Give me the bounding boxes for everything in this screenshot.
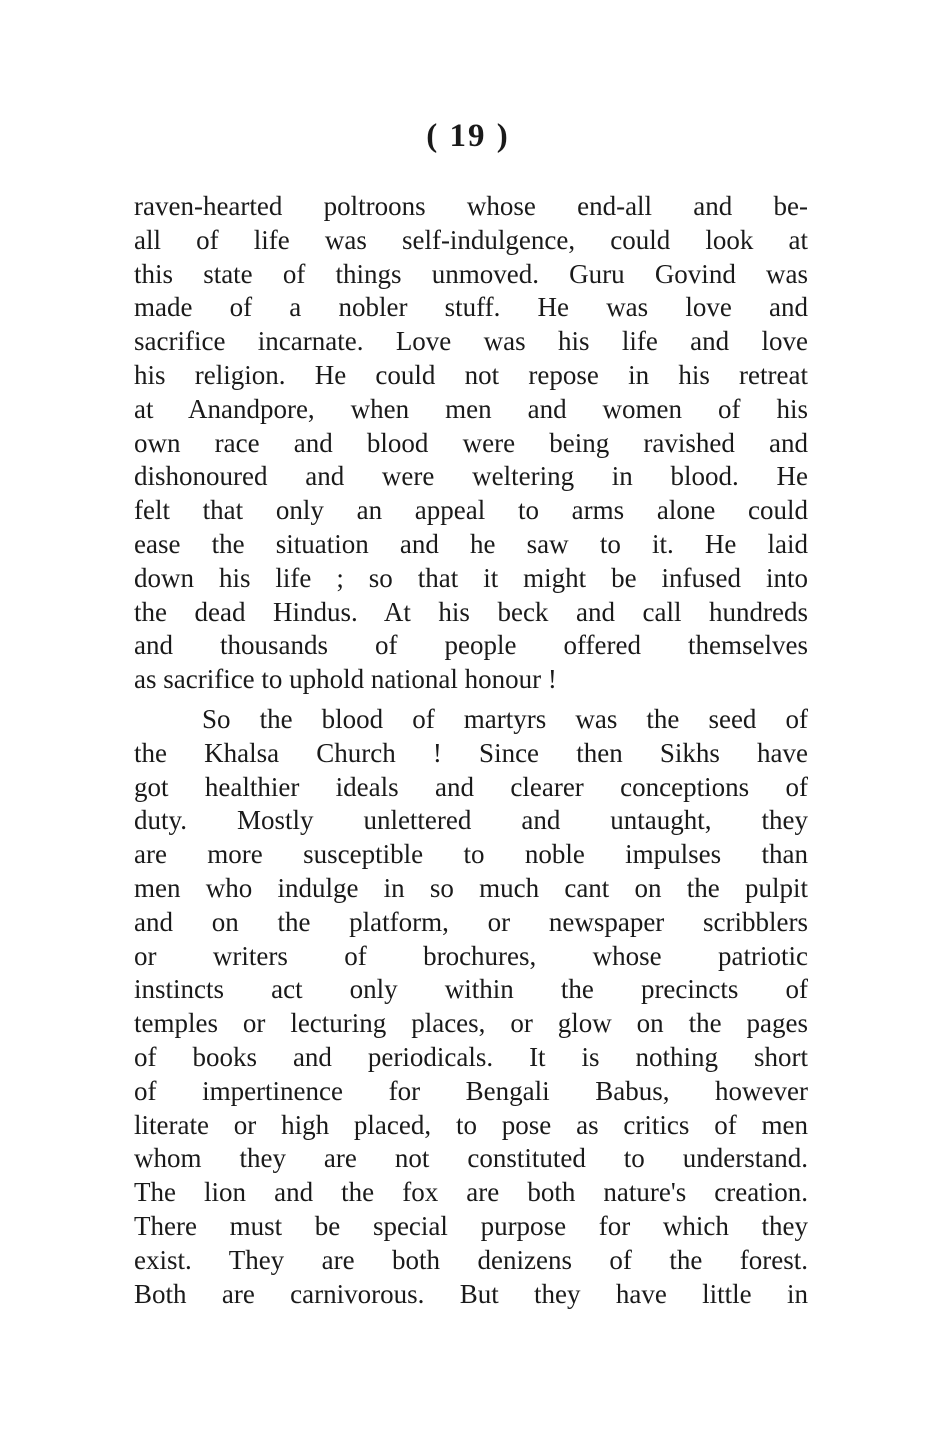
text-line: the Khalsa Church ! Since then Sikhs have: [134, 737, 808, 768]
text-line: made of a nobler stuff. He was love and: [134, 292, 808, 323]
text-line: duty. Mostly unlettered and untaught, they: [134, 805, 808, 836]
text-line: down his life ; so that it might be infused into: [134, 562, 808, 593]
text-line: literate or high placed, to pose as critics of men: [134, 1109, 808, 1140]
text-line: as sacrifice to uphold national honour !: [134, 664, 557, 695]
text-line: are more susceptible to noble impulses than: [134, 839, 808, 870]
text-line: and thousands of people offered themselves: [134, 630, 808, 661]
text-line: own race and blood were being ravished and: [134, 427, 808, 458]
text-line: dishonoured and were weltering in blood. He: [134, 461, 808, 492]
text-line: So the blood of martyrs was the seed of: [202, 703, 808, 734]
text-line: raven-hearted poltroons whose end-all and be-: [134, 191, 808, 221]
text-line: The lion and the fox are both nature's creation.: [134, 1177, 808, 1208]
body-text: [134, 190, 808, 1311]
text-line: men who indulge in so much cant on the pulpit: [134, 872, 808, 903]
text-line: There must be special purpose for which they: [134, 1210, 808, 1241]
text-line: and on the platform, or newspaper scribblers: [134, 906, 808, 937]
text-line: whom they are not constituted to understand.: [134, 1143, 808, 1174]
text-line: sacrifice incarnate. Love was his life and love: [134, 326, 808, 357]
page-number: ( 19 ): [426, 118, 510, 154]
text-line: or writers of brochures, whose patriotic: [134, 940, 808, 971]
text-line: Both are carnivorous. But they have little in: [134, 1278, 808, 1309]
text-line: temples or lecturing places, or glow on the pages: [134, 1008, 808, 1039]
text-line: all of life was self-indulgence, could look at: [134, 224, 808, 255]
text-line: instincts act only within the precincts of: [134, 974, 808, 1005]
text-line: at Anandpore, when men and women of his: [134, 393, 808, 424]
text-line: exist. They are both denizens of the forest.: [134, 1244, 808, 1275]
text-line: of books and periodicals. It is nothing short: [134, 1041, 808, 1072]
text-line: this state of things unmoved. Guru Govind was: [134, 258, 808, 289]
paragraph-1: [134, 190, 808, 697]
text-line: got healthier ideals and clearer conceptions of: [134, 771, 808, 802]
text-line: the dead Hindus. At his beck and call hundreds: [134, 596, 808, 627]
text-line: of impertinence for Bengali Babus, however: [134, 1075, 808, 1106]
text-line: his religion. He could not repose in his retreat: [134, 359, 808, 390]
paragraph-2: [134, 703, 808, 1311]
text-line: felt that only an appeal to arms alone could: [134, 495, 808, 526]
text-line: ease the situation and he saw to it. He laid: [134, 528, 808, 559]
